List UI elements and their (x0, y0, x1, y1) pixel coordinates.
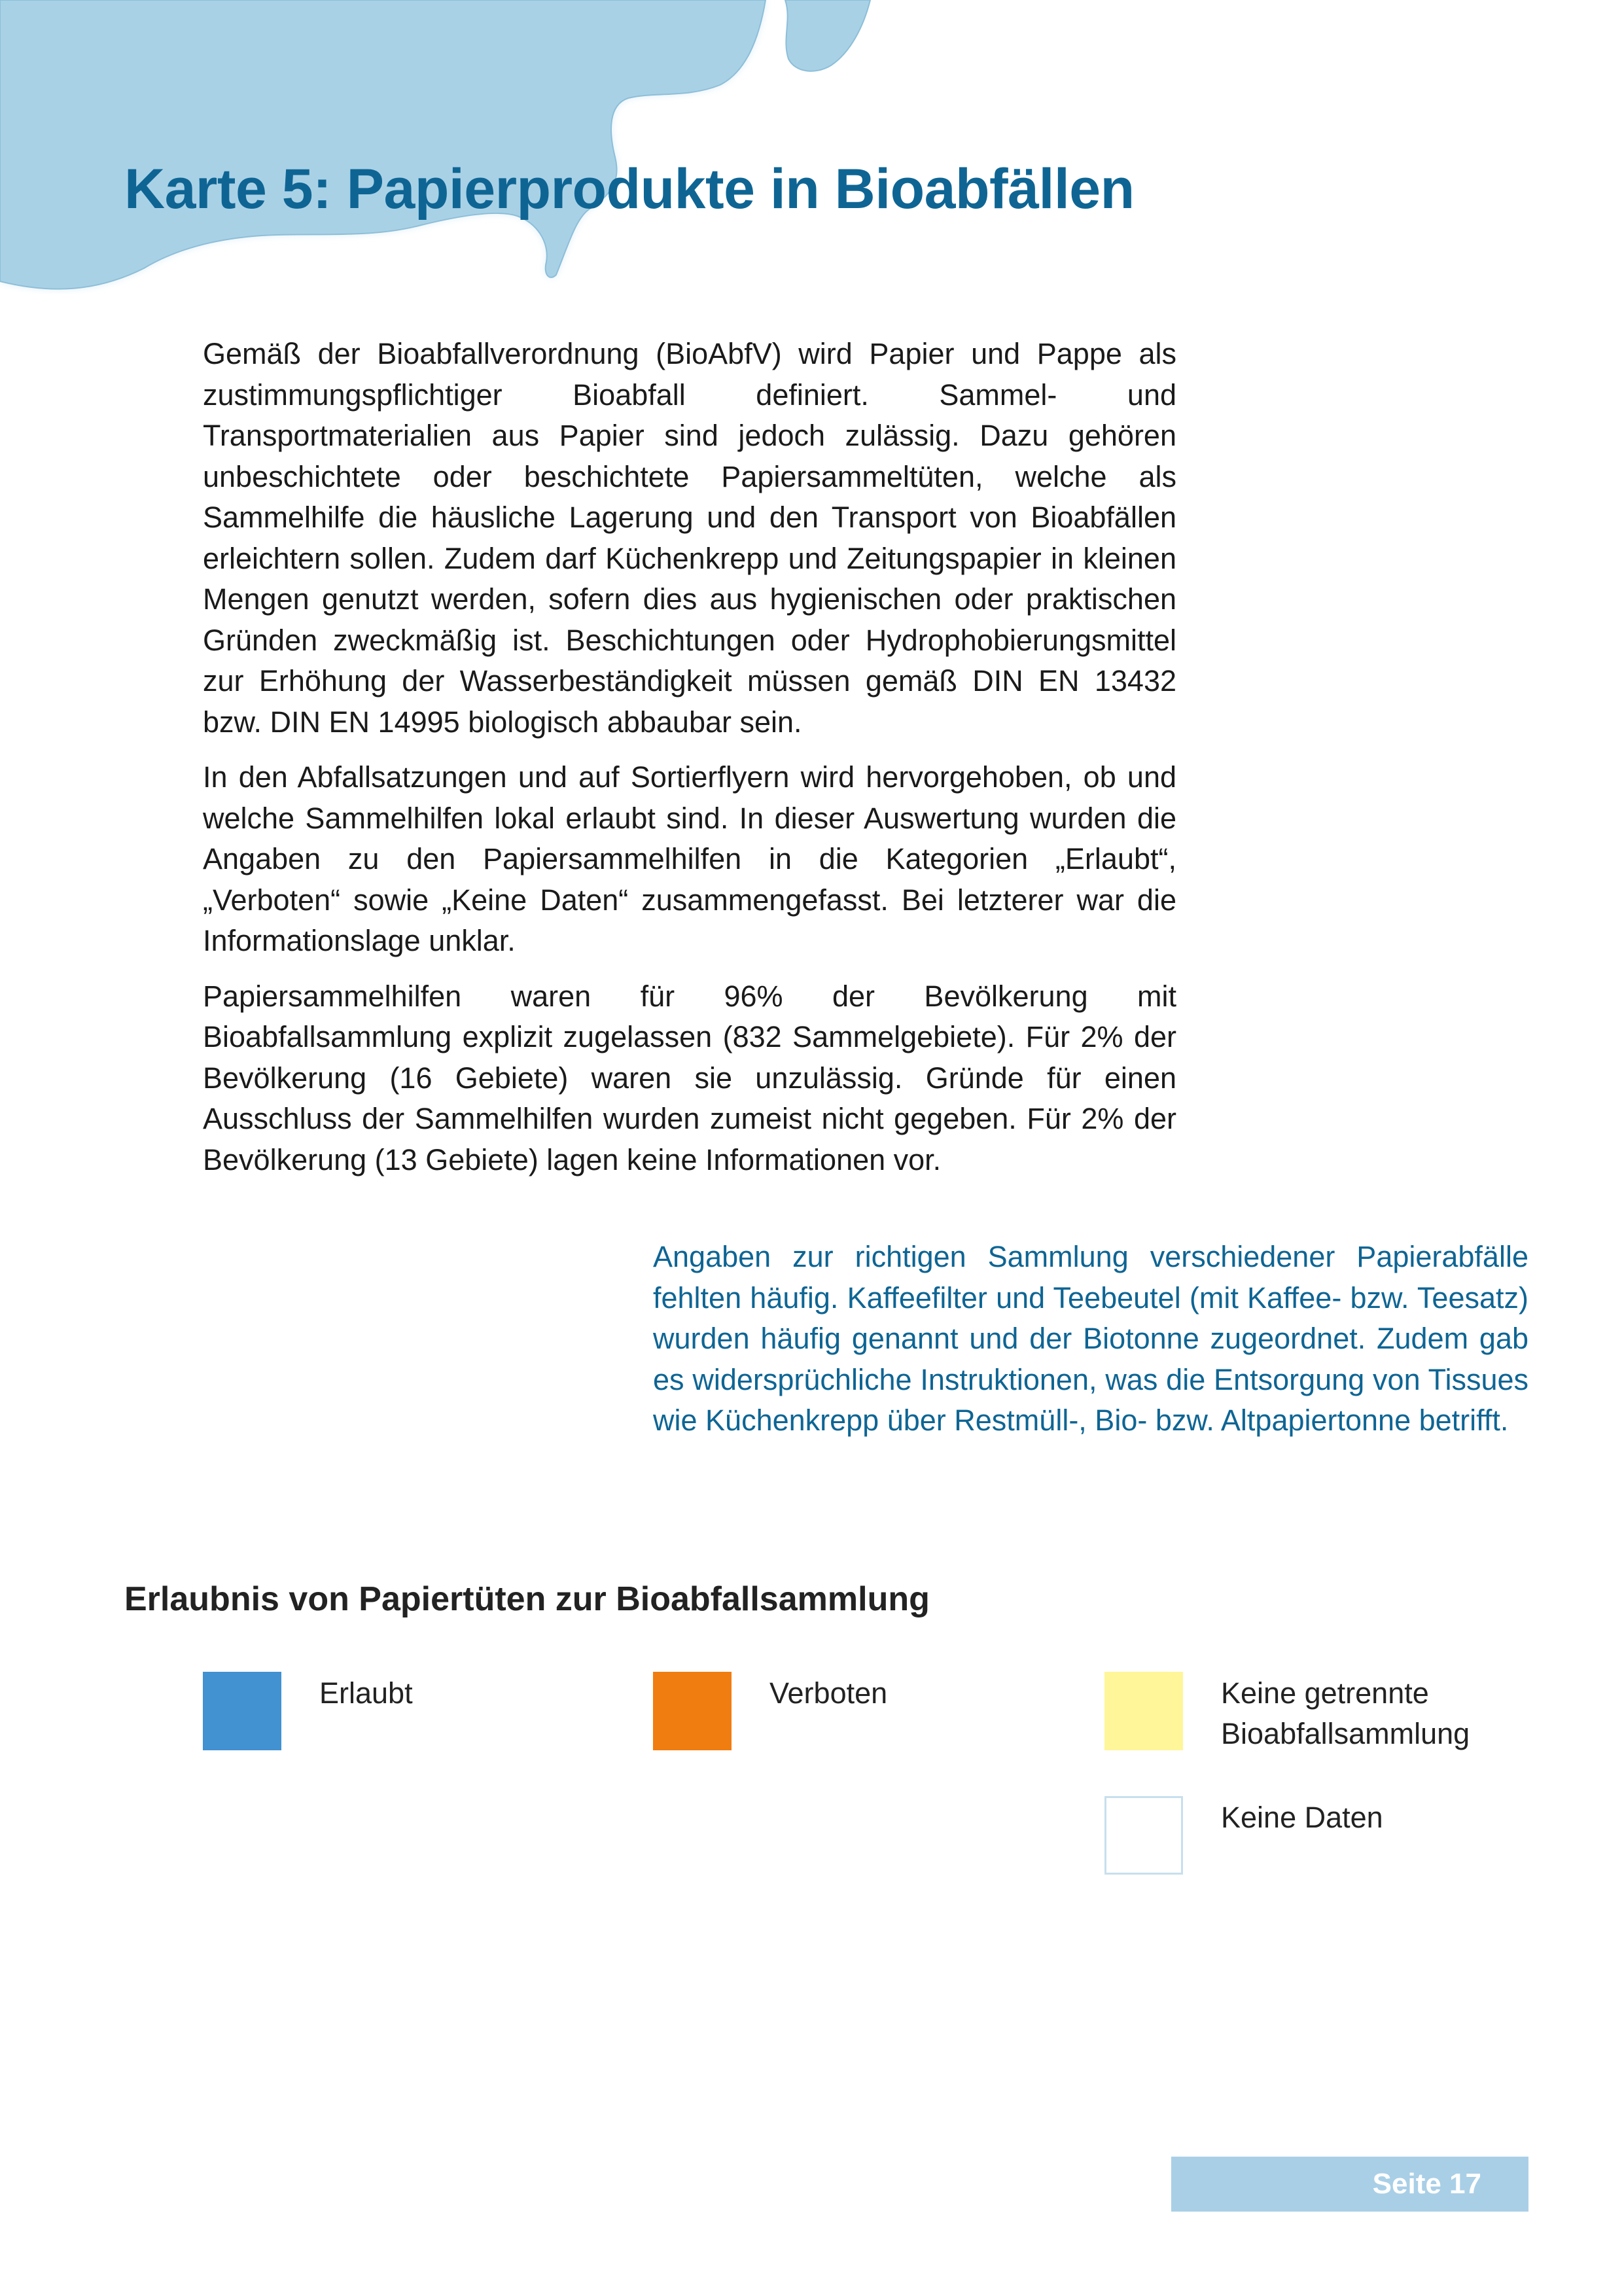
legend-label (1221, 1673, 1470, 1754)
page-title: Karte 5: Papierprodukte in Bioabfällen (124, 158, 1135, 221)
callout-text: Angaben zur richtigen Sammlung verschiedener Papierabfälle fehlten häufig. Kaffeefilter und Teebeutel (mit Kaffee- bzw. Teesatz) wurden häufig genannt und der Biotonne zugeordnet. Zudem gab es widersprüchliche Instruktionen, was die Entsorgung von Tissues wie Küchenkrepp über Restmüll-, Bio- bzw. Altpapiertonne betrifft. (653, 1240, 1528, 1437)
legend-swatch-white (1104, 1796, 1183, 1875)
body-text (203, 334, 1176, 1195)
legend-label: Verboten (769, 1676, 888, 1710)
legend-label: Keine Daten (1221, 1801, 1383, 1834)
legend-swatch-orange (653, 1672, 732, 1750)
legend-title: Erlaubnis von Papiertüten zur Bioabfallsammlung (124, 1580, 930, 1618)
legend-item-erlaubt (203, 1672, 413, 1750)
legend-swatch-blue (203, 1672, 281, 1750)
legend-item-keine-daten (1104, 1796, 1383, 1875)
paragraph: Gemäß der Bioabfallverordnung (BioAbfV) wird Papier und Pappe als zustimmungspflichtiger Bioabfall definiert. Sammel- und Transportmaterialien aus Papier sind jedoch zulässig. Dazu gehören unbeschichtete oder beschichtete Papiersammeltüten, welche als Sammelhilfe die häusliche Lagerung und den Transport von Bioabfällen erleichtern sollen. Zudem darf Küchenkrepp und Zeitungspapier in kleinen Mengen genutzt werden, sofern dies aus hygienischen oder praktischen Gründen zweckmäßig ist. Beschichtungen oder Hydrophobierungsmittel zur Erhöhung der Wasserbeständigkeit müssen gemäß DIN EN 13432 bzw. DIN EN 14995 biologisch abbaubar sein. (203, 337, 1176, 739)
coastline-map-decoration (0, 0, 981, 294)
legend-item-verboten (653, 1672, 887, 1750)
page-number: Seite 17 (1171, 2157, 1528, 2212)
legend-label: Erlaubt (319, 1676, 413, 1710)
paragraph: Papiersammelhilfen waren für 96% der Bevölkerung mit Bioabfallsammlung explizit zugelassen (832 Sammelgebiete). Für 2% der Bevölkerung (16 Gebiete) waren sie unzulässig. Gründe für einen Ausschluss der Sammelhilfen wurden zumeist nicht gegeben. Für 2% der Bevölkerung (13 Gebiete) lagen keine Informationen vor. (203, 979, 1176, 1176)
legend-label-line: Bioabfallsammlung (1221, 1717, 1470, 1750)
legend-swatch-yellow (1104, 1672, 1183, 1750)
legend-item-keine-getrennte (1104, 1672, 1470, 1754)
highlight-callout (653, 1237, 1528, 1441)
legend-label-line: Keine getrennte (1221, 1676, 1429, 1710)
paragraph: In den Abfallsatzungen und auf Sortierflyern wird hervorgehoben, ob und welche Sammelhilfen lokal erlaubt sind. In dieser Auswertung wurden die Angaben zu den Papiersammelhilfen in die Kategorien „Erlaubt“, „Verboten“ sowie „Keine Daten“ zusammengefasst. Bei letzterer war die Informationslage unklar. (203, 760, 1176, 957)
